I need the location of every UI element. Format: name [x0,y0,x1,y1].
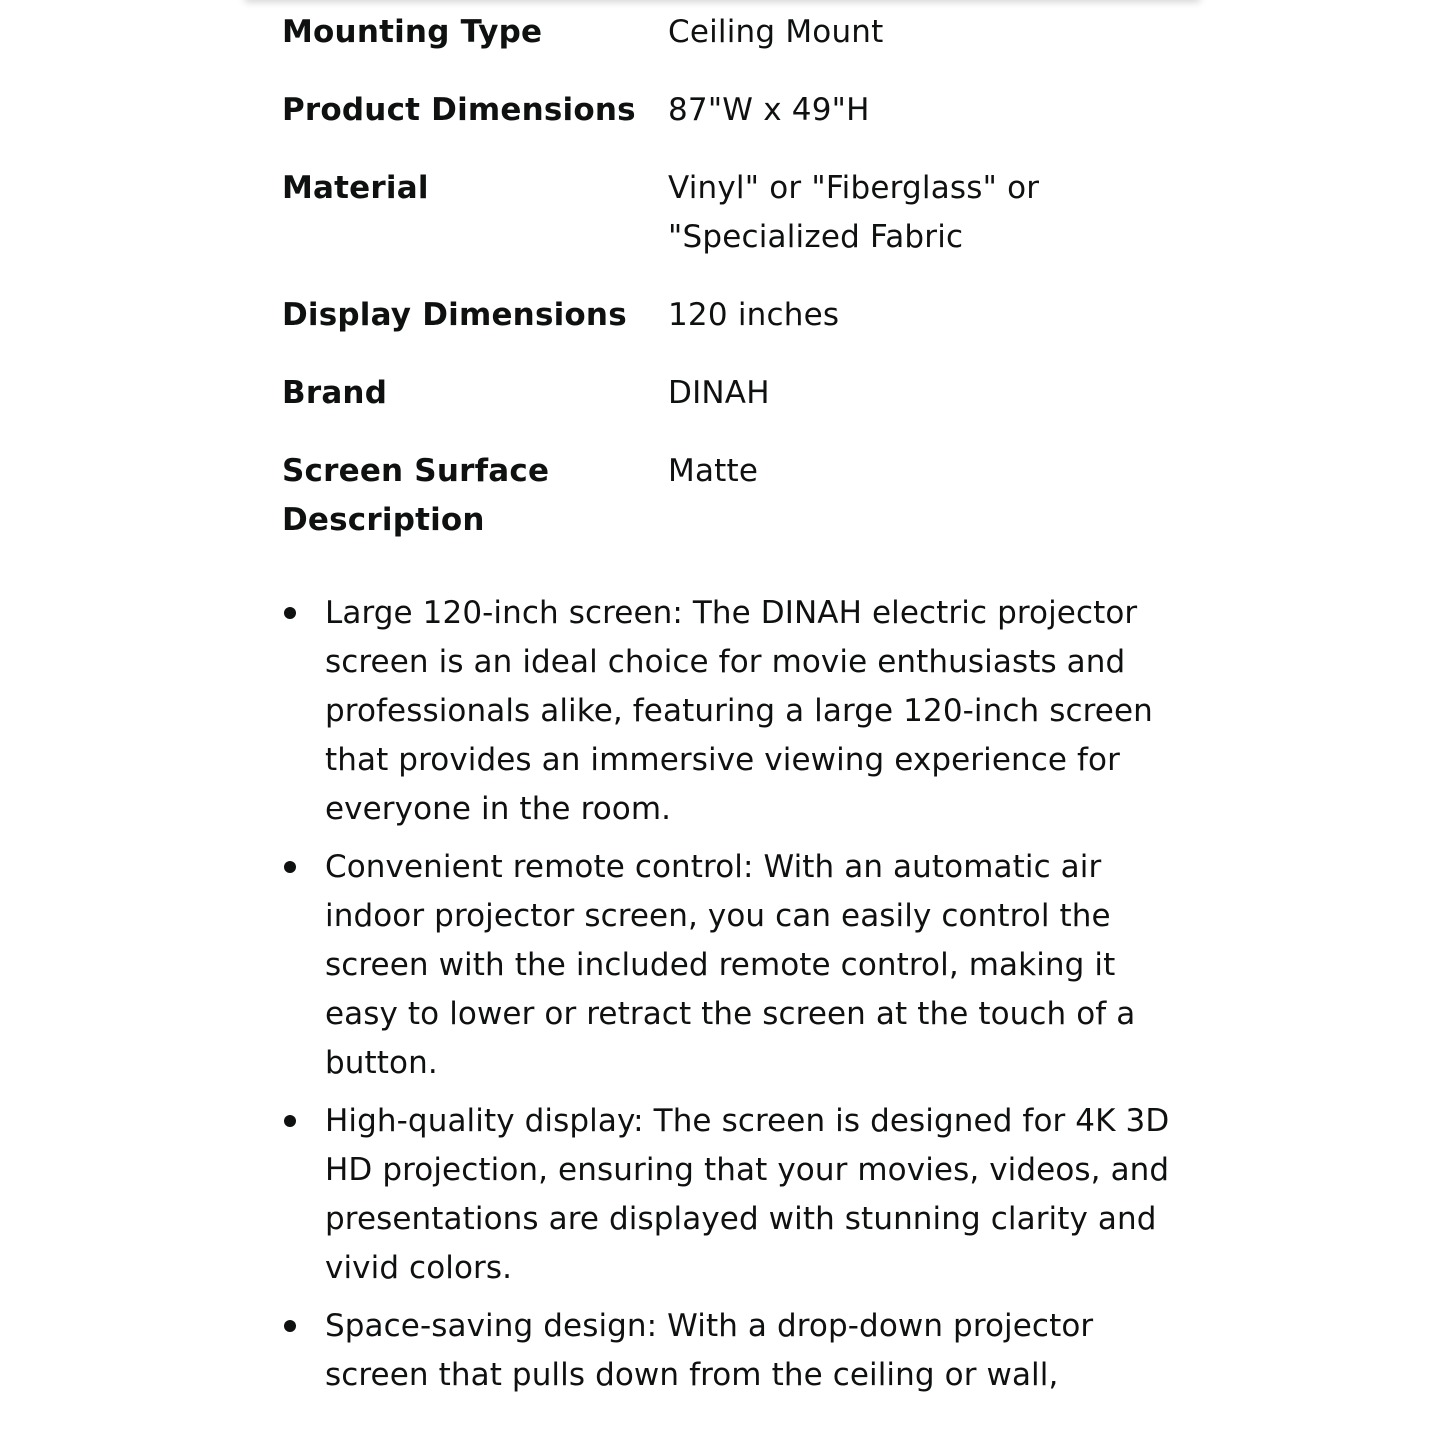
spec-value: 87"W x 49"H [668,92,870,128]
spec-row-product-dimensions [282,86,1162,164]
list-item [282,589,1172,834]
bullet-dot-icon [284,1115,296,1127]
spec-row-brand [282,369,1162,447]
bullet-text: Space-saving design: With a drop-down projector screen that pulls down from the ceiling or wall, [325,1308,1094,1393]
spec-value: 120 inches [668,297,840,333]
spec-row-display-dimensions [282,291,1162,369]
spec-label: Material [282,170,429,206]
list-item [282,1097,1172,1293]
list-item [282,1302,1172,1400]
bullet-text: Convenient remote control: With an automatic air indoor projector screen, you can easily control the screen with the included remote control, making it easy to lower or retract the screen at the touch of a button. [325,849,1136,1081]
spec-row-mounting-type [282,8,1162,86]
spec-label: Display Dimensions [282,297,627,333]
bullet-dot-icon [284,607,296,619]
spec-label: Screen Surface Description [282,453,550,538]
bullet-dot-icon [284,1320,296,1332]
spec-row-screen-surface [282,447,1162,574]
bullet-dot-icon [284,861,296,873]
spec-label: Brand [282,375,388,411]
bullet-text: High-quality display: The screen is designed for 4K 3D HD projection, ensuring that your movies, videos, and presentations are displayed with stunning clarity and vivid colors. [325,1103,1170,1286]
spec-label: Mounting Type [282,14,543,50]
spec-row-material [282,164,1162,291]
spec-value: DINAH [668,375,770,411]
bullet-text: Large 120-inch screen: The DINAH electric projector screen is an ideal choice for movie enthusiasts and professionals alike, featuring a large 120-inch screen that provides an immersive viewing experience for everyone in the room. [325,595,1153,827]
spec-label: Product Dimensions [282,92,636,128]
spec-value: Matte [668,453,759,489]
list-item [282,843,1172,1088]
feature-bullet-list [282,589,1172,1400]
spec-value: Vinyl" or "Fiberglass" or "Specialized Fabric [668,170,1040,255]
spec-value: Ceiling Mount [668,14,884,50]
spec-table [282,8,1162,574]
product-details [282,8,1182,1409]
